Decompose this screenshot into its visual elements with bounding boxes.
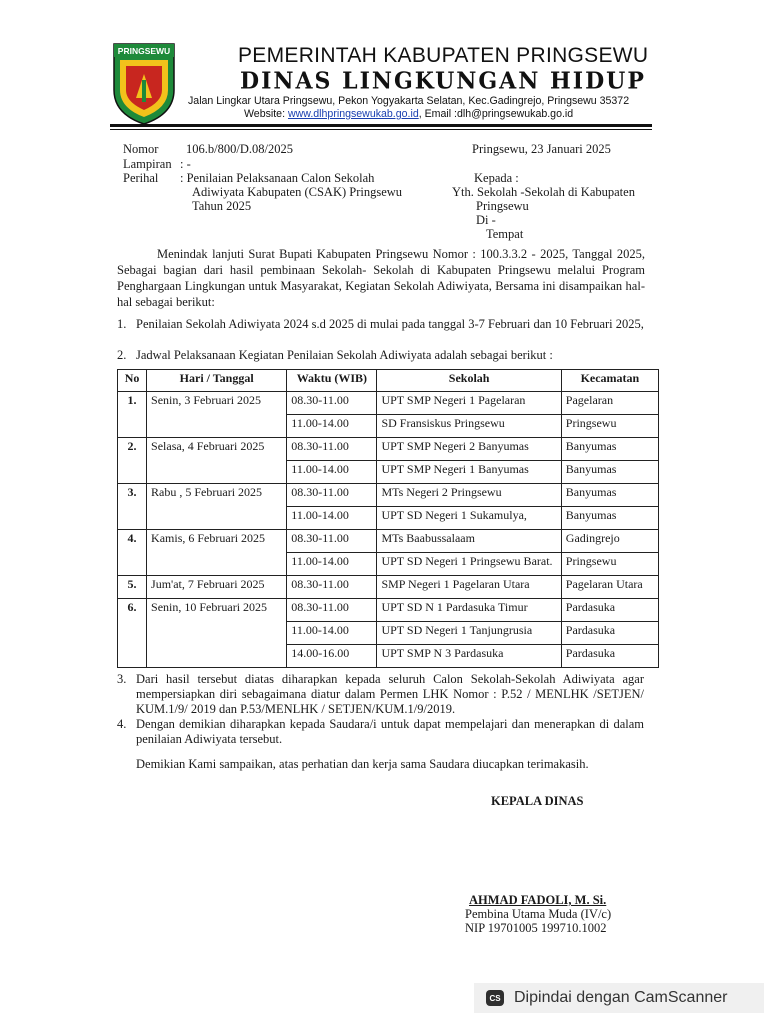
cell-no: 3. [118, 484, 147, 530]
cell-time: 08.30-11.00 [287, 484, 377, 507]
cell-time: 11.00-14.00 [287, 415, 377, 438]
lampiran-value: : - [180, 157, 191, 171]
item1-number: 1. [117, 317, 127, 331]
signature-title: KEPALA DINAS [491, 794, 584, 808]
header-no: No [118, 370, 147, 392]
table-row [118, 484, 659, 507]
nomor-value: 106.b/800/D.08/2025 [186, 142, 293, 156]
table-row [118, 438, 659, 461]
cell-kecamatan: Pagelaran Utara [561, 576, 658, 599]
cell-kecamatan: Pardasuka [561, 599, 658, 622]
cell-kecamatan: Banyumas [561, 507, 658, 530]
cell-no: 1. [118, 392, 147, 438]
table-row [118, 599, 659, 622]
perihal-line3: Tahun 2025 [192, 199, 252, 213]
cell-day: Senin, 3 Februari 2025 [147, 392, 287, 438]
cell-kecamatan: Pringsewu [561, 415, 658, 438]
cell-no: 2. [118, 438, 147, 484]
cell-day: Rabu , 5 Februari 2025 [147, 484, 287, 530]
cell-time: 08.30-11.00 [287, 530, 377, 553]
cell-school: SMP Negeri 1 Pagelaran Utara [377, 576, 561, 599]
cell-day: Kamis, 6 Februari 2025 [147, 530, 287, 576]
cell-kecamatan: Banyumas [561, 484, 658, 507]
cell-time: 11.00-14.00 [287, 553, 377, 576]
camscanner-icon: CS [486, 990, 504, 1006]
recipient-di: Di - [476, 213, 496, 227]
recipient-place: Tempat [486, 227, 524, 241]
item2-number: 2. [117, 348, 127, 362]
signatory-nip: NIP 19701005 199710.1002 [465, 921, 607, 935]
item1-text: Penilaian Sekolah Adiwiyata 2024 s.d 2025 di mulai pada tanggal 3-7 Februari dan 10 Februari 2025, [136, 317, 644, 331]
signatory-name: AHMAD FADOLI, M. Si. [469, 893, 607, 907]
cell-kecamatan: Banyumas [561, 461, 658, 484]
cell-day: Senin, 10 Februari 2025 [147, 599, 287, 668]
header-day: Hari / Tanggal [147, 370, 287, 392]
cell-kecamatan: Gadingrejo [561, 530, 658, 553]
email-text: , Email :dlh@pringsewukab.go.id [418, 108, 574, 120]
cell-kecamatan: Pagelaran [561, 392, 658, 415]
item4-text: Dengan demikian diharapkan kepada Saudara/i untuk dapat mempelajari dan menerapkan di dalam penilaian Adiwiyata tersebut. [136, 717, 644, 746]
cell-kecamatan: Banyumas [561, 438, 658, 461]
cell-school: MTs Negeri 2 Pringsewu [377, 484, 561, 507]
cell-school: UPT SD N 1 Pardasuka Timur [377, 599, 561, 622]
schedule-table [117, 369, 659, 668]
cell-no: 6. [118, 599, 147, 668]
cell-school: UPT SMP Negeri 1 Pagelaran [377, 392, 561, 415]
website-label: Website: [244, 108, 286, 120]
cell-kecamatan: Pardasuka [561, 645, 658, 668]
government-title: PEMERINTAH KABUPATEN PRINGSEWU [238, 44, 649, 67]
intro-paragraph: Menindak lanjuti Surat Bupati Kabupaten Pringsewu Nomor : 100.3.3.2 - 2025, Tanggal 2025, Sebagai bagian dari hasil pembinaan Sekolah- Sekolah di Kabupaten Pringsewu melalui Program Penghargaan Lingkungan untuk Masyarakat, Kegiatan Sekolah Adiwiyata, Bersama ini disampaikan hal-hal sebagai berikut: [117, 247, 645, 309]
website-link[interactable]: www.dlhpringsewukab.go.id [287, 108, 419, 120]
cell-school: UPT SD Negeri 1 Sukamulya, [377, 507, 561, 530]
cell-school: UPT SMP Negeri 2 Banyumas [377, 438, 561, 461]
table-row [118, 576, 659, 599]
recipient-line2: Pringsewu [476, 199, 529, 213]
cell-time: 08.30-11.00 [287, 599, 377, 622]
camscanner-text: Dipindai dengan CamScanner [514, 989, 728, 1006]
cell-no: 4. [118, 530, 147, 576]
table-row [118, 530, 659, 553]
cell-time: 08.30-11.00 [287, 576, 377, 599]
cell-day: Selasa, 4 Februari 2025 [147, 438, 287, 484]
cell-school: UPT SD Negeri 1 Pringsewu Barat. [377, 553, 561, 576]
agency-name: DINAS LINGKUNGAN HIDUP [240, 67, 646, 95]
cell-school: UPT SD Negeri 1 Tanjungrusia [377, 622, 561, 645]
item3-number: 3. [117, 672, 127, 686]
cell-school: UPT SMP Negeri 1 Banyumas [377, 461, 561, 484]
signatory-rank: Pembina Utama Muda (IV/c) [465, 907, 612, 921]
place-date: Pringsewu, 23 Januari 2025 [472, 142, 611, 156]
kepada-label: Kepada : [474, 171, 519, 185]
item4-number: 4. [117, 717, 127, 731]
cell-time: 11.00-14.00 [287, 507, 377, 530]
agency-address: Jalan Lingkar Utara Pringsewu, Pekon Yogyakarta Selatan, Kec.Gadingrejo, Pringsewu 35372 [188, 95, 630, 107]
cell-time: 11.00-14.00 [287, 461, 377, 484]
perihal-line2: Adiwiyata Kabupaten (CSAK) Pringsewu [192, 185, 403, 199]
recipient-line1: Yth. Sekolah -Sekolah di Kabupaten [452, 185, 635, 199]
perihal-line1: : Penilaian Pelaksanaan Calon Sekolah [180, 171, 375, 185]
header-school: Sekolah [377, 370, 561, 392]
pringsewu-logo [108, 40, 180, 126]
item3-text: Dari hasil tersebut diatas diharapkan kepada seluruh Calon Sekolah-Sekolah Adiwiyata agar mempersiapkan diri sebagaimana diatur dalam Permen LHK Nomor : P.52 / MENLHK /SETJEN/ KUM.1/9/ 2019 dan P.53/MENLHK / SETJEN/KUM.1/9/2019. [136, 672, 644, 716]
lampiran-label: Lampiran [123, 157, 172, 171]
nomor-label: Nomor [123, 142, 159, 156]
cell-time: 08.30-11.00 [287, 438, 377, 461]
header-rule-thin [110, 129, 652, 130]
cell-time: 14.00-16.00 [287, 645, 377, 668]
cell-day: Jum'at, 7 Februari 2025 [147, 576, 287, 599]
closing-paragraph: Demikian Kami sampaikan, atas perhatian dan kerja sama Saudara diucapkan terimakasih. [136, 757, 589, 771]
cell-school: MTs Baabussalaam [377, 530, 561, 553]
header-rule-thick [110, 124, 652, 127]
cell-time: 08.30-11.00 [287, 392, 377, 415]
cell-kecamatan: Pardasuka [561, 622, 658, 645]
camscanner-watermark [474, 983, 764, 1013]
cell-school: UPT SMP N 3 Pardasuka [377, 645, 561, 668]
perihal-label: Perihal [123, 171, 159, 185]
table-row [118, 392, 659, 415]
cell-kecamatan: Pringsewu [561, 553, 658, 576]
header-kecamatan: Kecamatan [561, 370, 658, 392]
header-time: Waktu (WIB) [287, 370, 377, 392]
svg-text:PRINGSEWU: PRINGSEWU [117, 46, 171, 56]
item2-text: Jadwal Pelaksanaan Kegiatan Penilaian Sekolah Adiwiyata adalah sebagai berikut : [136, 348, 553, 362]
cell-school: SD Fransiskus Pringsewu [377, 415, 561, 438]
table-header-row [118, 370, 659, 392]
cell-time: 11.00-14.00 [287, 622, 377, 645]
cell-no: 5. [118, 576, 147, 599]
agency-contact [244, 108, 573, 120]
